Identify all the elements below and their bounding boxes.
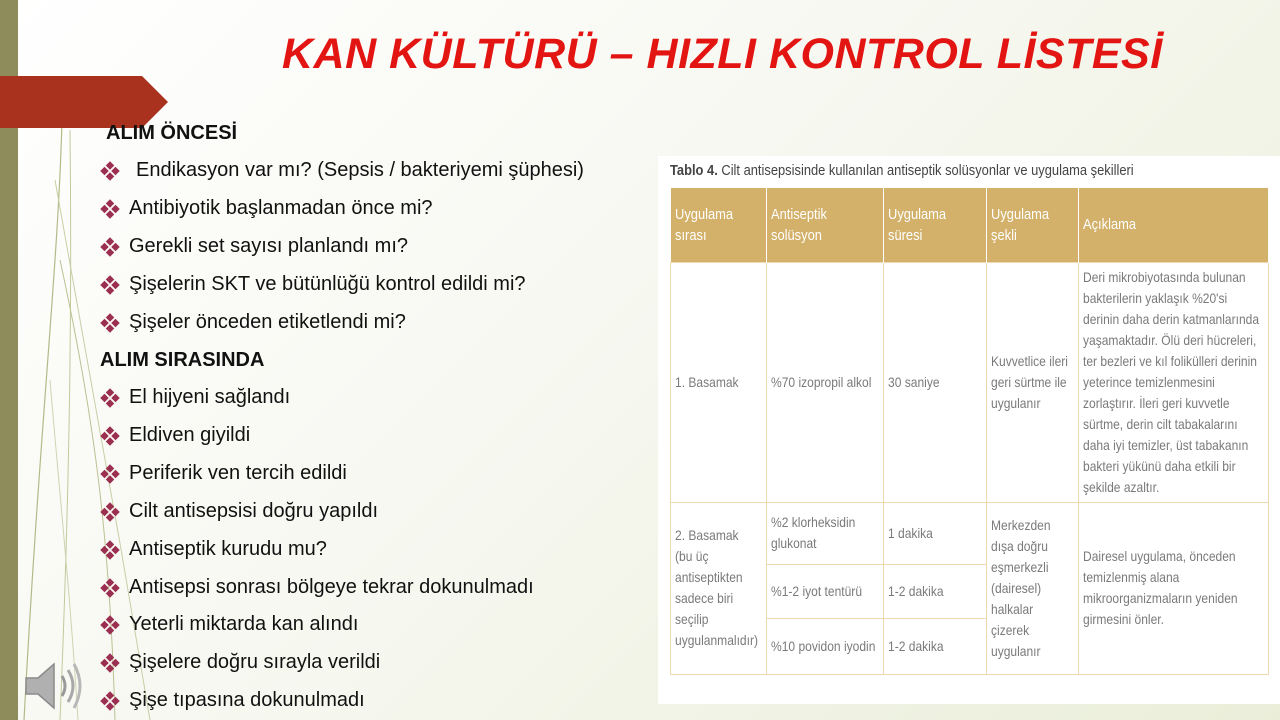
checklist-item: [100, 197, 433, 220]
checklist-item: [100, 462, 347, 485]
table-header-cell: Antiseptik solüsyon: [767, 188, 884, 262]
table-cell: 30 saniye: [884, 262, 987, 502]
table-cell: 1 dakika: [884, 502, 987, 564]
checklist-item: [100, 386, 290, 409]
diamond-bullet-icon: [100, 578, 120, 598]
diamond-bullet-icon: [100, 691, 120, 711]
table-header-cell: Uygulama şekli: [987, 188, 1079, 262]
section-heading-during: ALIM SIRASINDA: [100, 349, 265, 371]
speaker-icon[interactable]: [22, 658, 86, 714]
diamond-bullet-icon: [100, 237, 120, 257]
checklist-item: [100, 500, 378, 523]
diamond-bullet-icon: [100, 313, 120, 333]
table-cell: Merkezden dışa doğru eşmerkezli (dairesel) halkalar çizerek uygulanır: [987, 502, 1079, 674]
checklist-item-text: El hijyeni sağlandı: [129, 386, 291, 408]
checklist-item: [100, 311, 406, 334]
checklist-item: [100, 159, 584, 182]
table-cell: %70 izopropil alkol: [767, 262, 884, 502]
checklist-item: [100, 613, 358, 636]
checklist-item-text: Endikasyon var mı? (Sepsis / bakteriyemi şüphesi): [136, 159, 584, 181]
checklist-item-text: Antibiyotik başlanmadan önce mi?: [129, 197, 433, 219]
table-cell: %1-2 iyot tentürü: [767, 564, 884, 618]
title-arrow-tab: [0, 76, 168, 128]
table-caption-text: Cilt antisepsisinde kullanılan antiseptik solüsyonlar ve uygulama şekilleri: [721, 162, 1134, 179]
table-cell: 1-2 dakika: [884, 564, 987, 618]
checklist-item-text: Eldiven giyildi: [129, 424, 251, 446]
checklist-item: [100, 424, 250, 447]
slide-title: KAN KÜLTÜRÜ – HIZLI KONTROL LİSTESİ: [282, 30, 1163, 78]
table-header-cell: Uygulama sırası: [671, 188, 767, 262]
checklist-item: [100, 273, 526, 296]
table-row: [671, 502, 1269, 564]
checklist-item-text: Yeterli miktarda kan alındı: [129, 613, 359, 635]
table-row: [671, 262, 1269, 502]
table-cell: %10 povidon iyodin: [767, 618, 884, 674]
checklist-item-text: Şişe tıpasına dokunulmadı: [129, 689, 365, 711]
table-caption: [670, 162, 1134, 179]
checklist-item: [100, 689, 365, 712]
checklist-item-text: Antiseptik kurudu mu?: [129, 538, 327, 560]
checklist-item-text: Antisepsi sonrası bölgeye tekrar dokunulmadı: [129, 576, 534, 598]
diamond-bullet-icon: [100, 615, 120, 635]
table-cell: %2 klorheksidin glukonat: [767, 502, 884, 564]
table-cell: 1. Basamak: [671, 262, 767, 502]
diamond-bullet-icon: [100, 653, 120, 673]
diamond-bullet-icon: [100, 464, 120, 484]
antiseptic-table-panel: [658, 156, 1280, 704]
antiseptic-table: [670, 188, 1269, 675]
checklist-item-text: Cilt antisepsisi doğru yapıldı: [129, 500, 379, 522]
checklist-item: [100, 576, 534, 599]
diamond-bullet-icon: [100, 161, 120, 181]
checklist-item-text: Şişelere doğru sırayla verildi: [129, 651, 381, 673]
checklist-item-text: Şişeler önceden etiketlendi mi?: [129, 311, 406, 333]
section-heading-before: ALIM ÖNCESİ: [106, 122, 238, 144]
checklist-item-text: Gerekli set sayısı planlandı mı?: [129, 235, 409, 257]
diamond-bullet-icon: [100, 540, 120, 560]
table-cell: Deri mikrobiyotasında bulunan bakterilerin yaklaşık %20'si derinin daha derin katmanlarında yaşamaktadır. Ölü deri hücreleri, ter bezleri ve kıl folikülleri derinin yeterince temizlenmesini zorlaştırır. İleri geri kuvvetle sürtme, derin cilt tabakalarını daha iyi temizler, üst tabakanın bakteri yükünü daha etkili bir şekilde azaltır.: [1079, 262, 1269, 502]
table-header-cell: Uygulama süresi: [884, 188, 987, 262]
checklist-item-text: Şişelerin SKT ve bütünlüğü kontrol edildi mi?: [129, 273, 526, 295]
table-cell: Kuvvetlice ileri geri sürtme ile uygulanır: [987, 262, 1079, 502]
checklist-item: [100, 651, 380, 674]
checklist-item-text: Periferik ven tercih edildi: [129, 462, 347, 484]
table-cell: 1-2 dakika: [884, 618, 987, 674]
diamond-bullet-icon: [100, 388, 120, 408]
checklist-item: [100, 538, 327, 561]
diamond-bullet-icon: [100, 275, 120, 295]
table-cell: 2. Basamak (bu üç antiseptikten sadece biri seçilip uygulanmalıdır): [671, 502, 767, 674]
checklist-item: [100, 235, 408, 258]
diamond-bullet-icon: [100, 199, 120, 219]
diamond-bullet-icon: [100, 502, 120, 522]
table-cell: Dairesel uygulama, önceden temizlenmiş alana mikroorganizmaların yeniden girmesini önler.: [1079, 502, 1269, 674]
diamond-bullet-icon: [100, 426, 120, 446]
table-header-cell: Açıklama: [1079, 188, 1269, 262]
table-caption-label: Tablo 4.: [670, 162, 718, 179]
